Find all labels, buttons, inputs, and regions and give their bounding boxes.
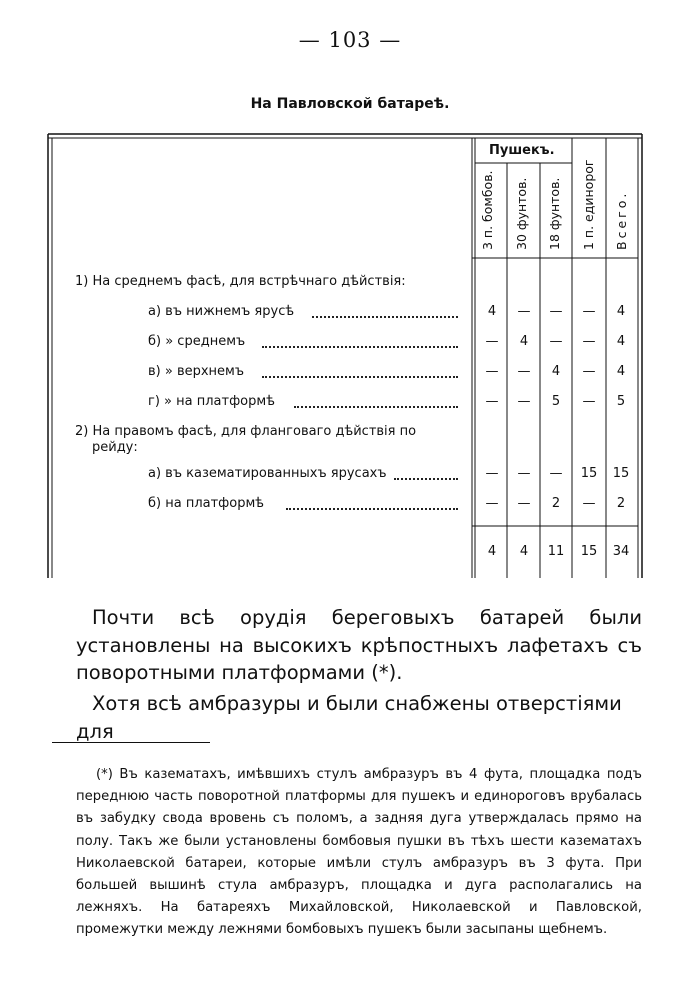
table-cell: 4 — [519, 334, 529, 349]
dot-leader — [312, 315, 458, 318]
section-1-label: 1) На среднемъ фасѣ, для встрѣчнаго дѣйствія: — [75, 274, 406, 289]
table-cell: — — [549, 334, 563, 349]
row-label: б) » среднемъ — [148, 334, 246, 349]
row-label: а) въ казематированныхъ ярусахъ — [148, 466, 387, 481]
table-cell: 5 — [616, 394, 626, 409]
dot-leader — [262, 345, 458, 348]
table-cell: — — [485, 394, 499, 409]
row-label: в) » верхнемъ — [148, 364, 245, 379]
group-header-guns: Пушекъ. — [489, 143, 555, 158]
dot-leader — [286, 507, 458, 510]
table-cell: — — [582, 304, 596, 319]
table-cell: — — [517, 496, 531, 511]
col-header-total: Всего. — [614, 190, 629, 250]
table-cell: — — [582, 364, 596, 379]
table-cell: — — [517, 466, 531, 481]
col-header-18lb: 18 фунтов. — [547, 177, 562, 250]
table-cell: — — [485, 334, 499, 349]
table-title: На Павловской батареѣ. — [250, 96, 450, 112]
table-cell: — — [582, 334, 596, 349]
section-2-label-line1: 2) На правомъ фасѣ, для фланговаго дѣйствія по — [75, 424, 417, 439]
col-header-bomb: 3 п. бомбов. — [480, 170, 495, 250]
table-cell: 15 — [580, 466, 598, 481]
row-label: а) въ нижнемъ ярусѣ — [148, 304, 295, 319]
table-cell: — — [582, 496, 596, 511]
footnote-divider — [52, 742, 210, 743]
dot-leader — [294, 405, 458, 408]
table-cell: 4 — [616, 304, 626, 319]
table-cell: — — [517, 364, 531, 379]
total-cell: 4 — [519, 544, 529, 559]
table-cell: 4 — [487, 304, 497, 319]
total-cell: 11 — [547, 544, 565, 559]
total-cell: 34 — [612, 544, 630, 559]
table-cell: — — [582, 394, 596, 409]
table-cell: — — [485, 496, 499, 511]
table-cell: — — [549, 466, 563, 481]
table-cell: 4 — [551, 364, 561, 379]
table-cell: — — [517, 394, 531, 409]
row-label: г) » на платформѣ — [148, 394, 275, 409]
total-cell: 4 — [487, 544, 497, 559]
page-number: — 103 — — [298, 28, 402, 52]
col-header-unicorn: 1 п. единорог — [581, 159, 596, 250]
table-cell: — — [517, 304, 531, 319]
dot-leader — [262, 375, 458, 378]
section-2-label-line2: рейду: — [92, 440, 138, 455]
table-cell: — — [485, 364, 499, 379]
table-cell: — — [549, 304, 563, 319]
table-cell: 2 — [551, 496, 561, 511]
table-cell: 5 — [551, 394, 561, 409]
table-cell: 2 — [616, 496, 626, 511]
col-header-30lb: 30 фунтов. — [514, 177, 529, 250]
table-cell: — — [485, 466, 499, 481]
body-paragraph-2: Хотя всѣ амбразуры и были снабжены отверстіями для — [76, 692, 622, 743]
footnote: (*) Въ казематахъ, имѣвшихъ стулъ амбразуръ въ 4 фута, площадка подъ переднюю часть поворотной платформы для пушекъ и единороговъ врубалась въ забудку свода вровень съ поломъ, а задняя дуга утверждалась прямо на полу. Такъ же были установлены бомбовыя пушки въ тѣхъ шести казематахъ Николаевской батареи, которые имѣли стулъ амбразуръ въ 3 фута. При большей вышинѣ стула амбразуръ, площадка и дуга располагались на лежняхъ. На батареяхъ Михайловской, Николаевской и Павловской, промежутки между лежнями бомбовыхъ пушекъ были засыпаны щебнемъ. — [76, 767, 642, 938]
dot-leader — [394, 477, 458, 480]
total-cell: 15 — [580, 544, 598, 559]
table-cell: 4 — [616, 364, 626, 379]
table-cell: 15 — [612, 466, 630, 481]
row-label: б) на платформѣ — [148, 496, 265, 511]
table-cell: 4 — [616, 334, 626, 349]
body-paragraph-1: Почти всѣ орудія береговыхъ батарей были установлены на высокихъ крѣпостныхъ лафетахъ съ поворотными платформами (*). — [76, 606, 642, 684]
